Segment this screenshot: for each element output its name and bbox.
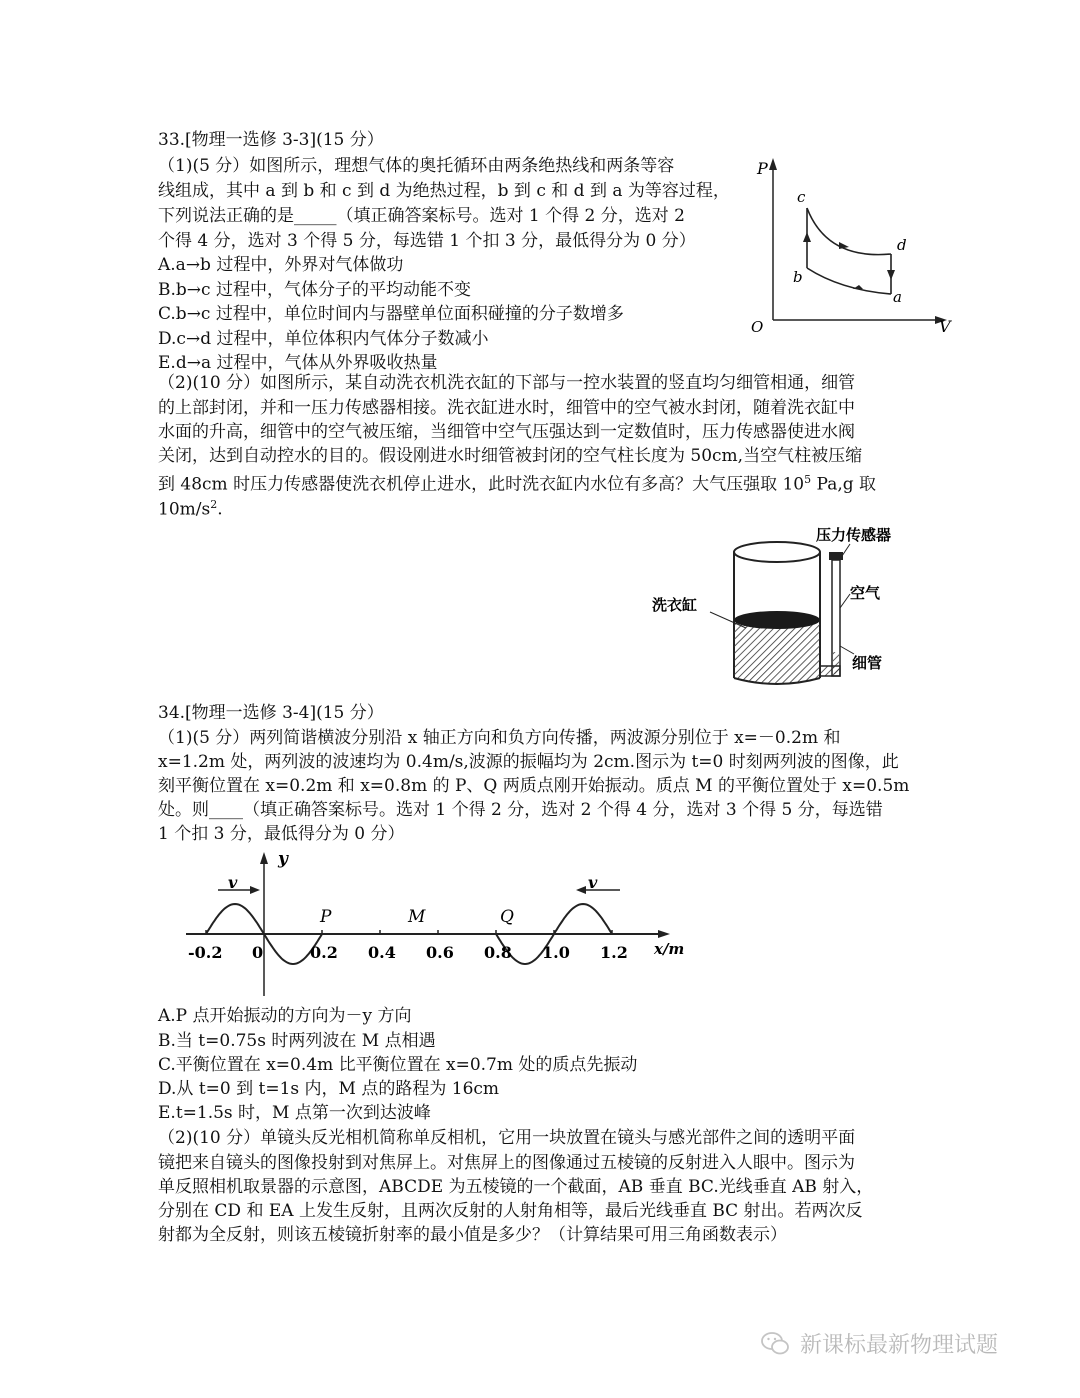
wechat-icon [760,1330,790,1358]
point-m-label: M [408,907,426,927]
x-tick-label: 1.0 [542,943,570,962]
x-tick-label: -0.2 [188,943,223,962]
q33-part2-line [158,493,223,522]
water [734,620,820,684]
line-text: 10m/s [158,499,211,520]
ab-adiabat [807,268,891,294]
bc-arrow [803,232,811,242]
tube-label: 细管 [852,654,883,672]
q33-part2-line [158,468,876,497]
washer-diagram [648,520,916,695]
q33-option-d: D.c→d 过程中，单位体积内气体分子数减小 [158,329,489,349]
x-axis-label: x/m [654,940,685,958]
q34-part1-line: 1 个扣 3 分，最低得分为 0 分） [158,824,405,844]
q33-option-c: C.b→c 过程中，单位时间内与器壁单位面积碰撞的分子数增多 [158,304,624,324]
q34-option-e: E.t=1.5s 时，M 点第一次到达波峰 [158,1103,431,1123]
point-c-label: c [797,188,806,206]
q34-part2-line: 单反照相机取景器的示意图，ABCDE 为五棱镜的一个截面，AB 垂直 BC.光线垂直 AB 射入， [158,1177,874,1197]
pressure-sensor [829,552,843,560]
point-d-label: d [897,236,907,254]
q34-option-a: A.P 点开始振动的方向为－y 方向 [158,1006,412,1026]
q33-part2-line: （2)(10 分）如图所示，某自动洗衣机洗衣缸的下部与一控水装置的竖直均匀细管相通，细管 [158,373,856,393]
q33-option-b: B.b→c 过程中，气体分子的平均动能不变 [158,280,471,300]
sensor-leader [842,544,850,556]
q33-part2-line: 的上部封闭，并和一压力传感器相接。洗衣缸进水时，细管中的空气被水封闭，随着洗衣缸中 [158,398,855,418]
v-right-arrowhead [576,886,586,894]
da-arrow [887,270,895,280]
water-surface [734,611,820,629]
point-p-label: P [320,907,332,927]
q33-header: 33.[物理一选修 3-3](15 分） [158,130,384,150]
x-tick-label: 1.2 [600,943,628,962]
x-tick-label: 0.4 [368,943,396,962]
x-axis-arrow [658,930,670,938]
v-right-label: v [588,873,598,892]
q33-part2-line: 关闭，达到自动控水的目的。假设刚进水时细管被封闭的空气柱长度为 50cm,当空气柱被压缩 [158,446,863,466]
p-axis-arrow [769,158,777,170]
q33-part1-line: 线组成，其中 a 到 b 和 c 到 d 为绝热过程，b 到 c 和 d 到 a 为等容过程， [158,181,730,201]
q34-option-c: C.平衡位置在 x=0.4m 比平衡位置在 x=0.7m 处的质点先振动 [158,1055,638,1075]
q34-part2-line: 射都为全反射，则该五棱镜折射率的最小值是多少？（计算结果可用三角函数表示） [158,1225,787,1245]
watermark-text: 新课标最新物理试题 [800,1333,999,1358]
q34-option-b: B.当 t=0.75s 时两列波在 M 点相遇 [158,1031,436,1051]
wave-diagram [180,846,700,1006]
line-text: 到 48cm 时压力传感器使洗衣机停止进水，此时洗衣缸内水位有多高？大气压强取 10 [158,474,805,495]
q34-part1-line: （1)(5 分）两列简谐横波分别沿 x 轴正方向和负方向传播，两波源分别位于 x=－0.2m 和 [158,728,841,748]
ab-arrow [853,285,863,289]
q33-option-e: E.d→a 过程中，气体从外界吸收热量 [158,353,438,373]
cd-arrow [839,242,849,249]
v-axis-label: V [939,317,951,336]
q33-part2-line: 水面的升高，细管中的空气被压缩，当细管中空气压强达到一定数值时，压力传感器使进水阀 [158,422,855,442]
line-text: . [217,499,223,520]
origin-label: O [751,318,764,336]
v-left-arrowhead [250,886,260,894]
tube-water [833,652,839,674]
tub-top [734,542,820,562]
pv-diagram [745,150,960,345]
q34-part2-line: （2)(10 分）单镜头反光相机简称单反相机，它用一块放置在镜头与感光部件之间的透明平面 [158,1128,856,1148]
tube-leader [840,646,854,654]
q33-part1-line: 下列说法正确的是_____（填正确答案标号。选对 1 个得 2 分，选对 2 [158,206,685,226]
q34-part2-line: 分别在 CD 和 EA 上发生反射，且两次反射的人射角相等，最后光线垂直 BC 射出。若两次反 [158,1201,863,1221]
q33-part1-line: 个得 4 分，选对 3 个得 5 分，每选错 1 个扣 3 分，最低得分为 0 分） [158,231,696,251]
y-axis-label: y [278,849,288,869]
tub-label: 洗衣缸 [652,596,698,614]
air-leader [840,594,850,608]
v-left-label: v [228,873,238,892]
point-q-label: Q [500,907,514,927]
exponent: 2 [210,498,218,511]
point-b-label: b [793,268,803,286]
q34-part2-line: 镜把来自镜头的图像投射到对焦屏上。对焦屏上的图像通过五棱镜的反射进入人眼中。图示为 [158,1153,855,1173]
cd-adiabat [807,208,891,255]
x-tick-label: 0.2 [310,943,338,962]
line-text: Pa,g 取 [811,474,877,495]
air-label: 空气 [850,584,881,602]
sensor-label: 压力传感器 [816,526,892,544]
q34-option-d: D.从 t=0 到 t=1s 内，M 点的路程为 16cm [158,1079,500,1099]
q34-part1-line: 刻平衡位置在 x=0.2m 和 x=0.8m 的 P、Q 两质点刚开始振动。质点 M 的平衡位置处于 x=0.5m [158,776,910,796]
y-axis-arrow [260,852,268,864]
point-a-label: a [893,288,902,306]
exponent: 5 [804,473,812,486]
q34-part1-line: x=1.2m 处，两列波的波速均为 0.4m/s,波源的振幅均为 2cm.图示为 t=0 时刻两列波的图像，此 [158,752,899,772]
x-tick-label: 0.8 [484,943,512,962]
q34-header: 34.[物理一选修 3-4](15 分） [158,703,384,723]
x-tick-label: 0.6 [426,943,454,962]
q34-part1-line: 处。则____（填正确答案标号。选对 1 个得 2 分，选对 2 个得 4 分，选对 3 个得 5 分，每选错 [158,800,883,820]
p-axis-label: P [757,159,768,178]
q33-option-a: A.a→b 过程中，外界对气体做功 [158,255,404,275]
watermark [760,1328,998,1359]
origin-label: 0 [252,943,264,962]
q33-part1-line: （1)(5 分）如图所示，理想气体的奥托循环由两条绝热线和两条等容 [158,156,675,176]
